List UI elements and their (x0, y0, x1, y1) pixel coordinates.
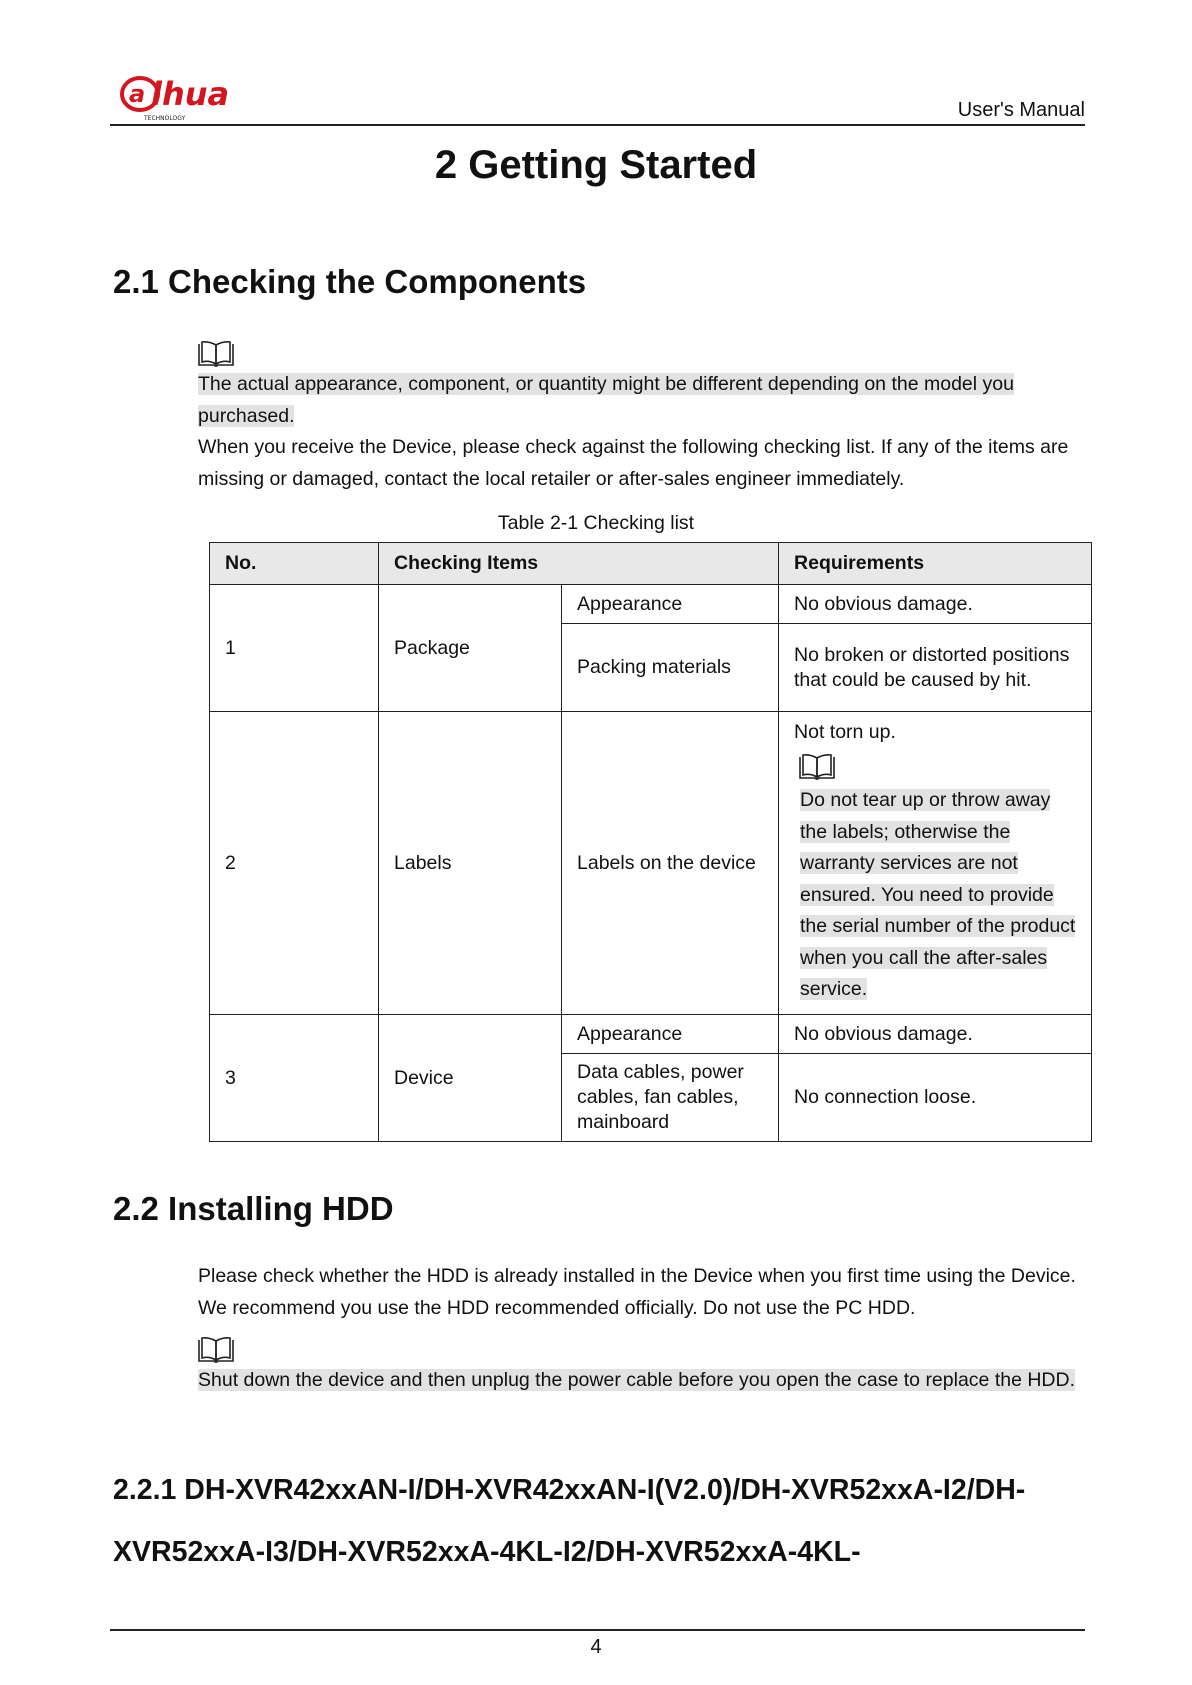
book-note-icon (197, 340, 235, 368)
cell-item: Package (379, 585, 562, 712)
cell-no: 1 (210, 585, 379, 712)
cell-requirement (779, 712, 1092, 1015)
svg-text:TECHNOLOGY: TECHNOLOGY (144, 115, 186, 122)
cell-no: 2 (210, 712, 379, 1015)
cell-sub-item: Data cables, power cables, fan cables, mainboard (562, 1054, 779, 1142)
footer-divider (110, 1629, 1085, 1631)
cell-sub-item: Labels on the device (562, 712, 779, 1015)
table-header-row (210, 543, 1092, 585)
svg-text:a: a (129, 80, 146, 108)
note-text (198, 1365, 1088, 1397)
book-note-icon (798, 753, 836, 781)
table-caption: Table 2-1 Checking list (497, 512, 695, 534)
requirement-note (800, 785, 1076, 1006)
cell-requirement: No broken or distorted positions that could be caused by hit. (779, 624, 1092, 712)
logo-icon (118, 72, 258, 124)
cell-requirement: No obvious damage. (779, 585, 1092, 624)
table-row (210, 1015, 1092, 1054)
book-note-icon (197, 1336, 235, 1364)
checking-list-table (209, 542, 1092, 1142)
cell-no: 3 (210, 1015, 379, 1142)
section-paragraph: Please check whether the HDD is already installed in the Device when you first time using the Device. We recommend you use the HDD recommended officially. Do not use the PC HDD. (198, 1265, 1076, 1319)
cell-sub-item: Packing materials (562, 624, 779, 712)
cell-requirement: No connection loose. (779, 1054, 1092, 1142)
requirement-text: Not torn up. (794, 721, 896, 743)
header-divider (110, 124, 1085, 126)
chapter-title: 2 Getting Started (434, 143, 758, 187)
header-checking-items: Checking Items (379, 543, 779, 585)
svg-text:lhua: lhua (151, 75, 230, 113)
header-requirements: Requirements (779, 543, 1092, 585)
table-row (210, 712, 1092, 1015)
note-text (198, 369, 1088, 432)
header-no: No. (210, 543, 379, 585)
table-row (210, 585, 1092, 624)
cell-sub-item: Appearance (562, 585, 779, 624)
note-highlight: Shut down the device and then unplug the power cable before you open the case to replace the HDD. (198, 1369, 1076, 1391)
requirement-note-highlight: Do not tear up or throw away the labels; otherwise the warranty services are not ensured. You need to provide the serial number of the product when you call the after-sales service. (800, 789, 1076, 1000)
section-paragraph: When you receive the Device, please check against the following checking list. If any of the items are missing or damaged, contact the local retailer or after-sales engineer immediately. (198, 436, 1069, 490)
section-title-installing-hdd: 2.2 Installing HDD (113, 1190, 394, 1227)
page-number: 4 (590, 1636, 602, 1658)
cell-item: Device (379, 1015, 562, 1142)
note-highlight: The actual appearance, component, or quantity might be different depending on the model you purchased. (198, 373, 1014, 427)
header-label: User's Manual (957, 99, 1085, 121)
subsection-title-models: 2.2.1 DH-XVR42xxAN-I/DH-XVR42xxAN-I(V2.0)/DH-XVR52xxA-I2/DH-XVR52xxA-I3/DH-XVR52xxA-4KL-I2/DH-XVR52xxA-4KL- (113, 1474, 1026, 1568)
cell-sub-item: Appearance (562, 1015, 779, 1054)
cell-requirement: No obvious damage. (779, 1015, 1092, 1054)
section-title-checking-components: 2.1 Checking the Components (113, 263, 587, 300)
cell-item: Labels (379, 712, 562, 1015)
